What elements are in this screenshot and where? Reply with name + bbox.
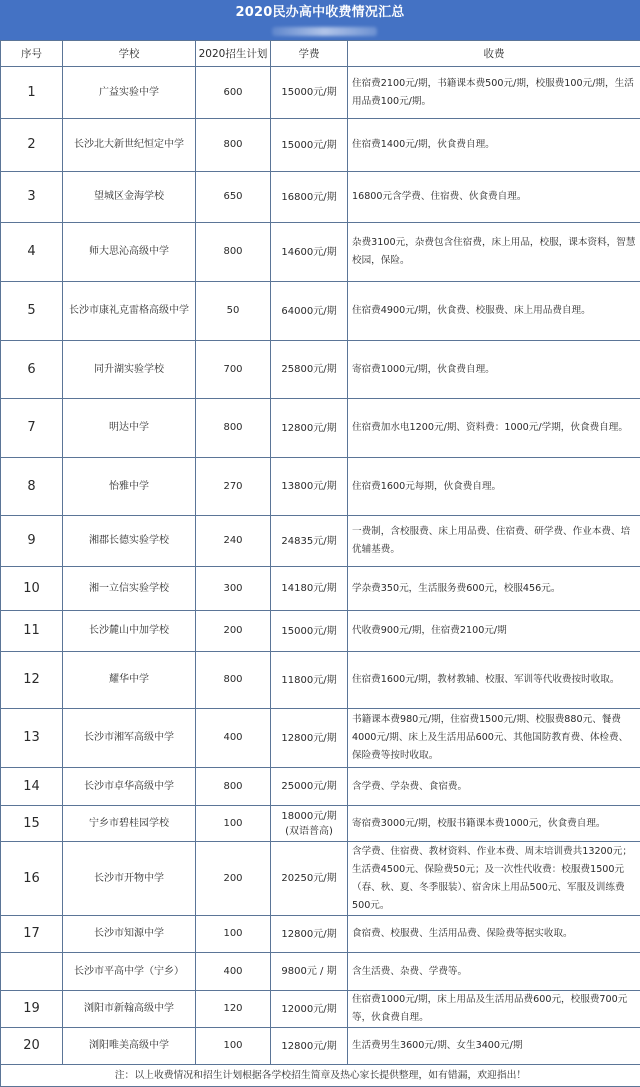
charges-description: 住宿费2100元/期，书籍课本费500元/期，校服费100元/期，生活用品费100元/期。 xyxy=(348,67,640,119)
row-index: 7 xyxy=(1,399,63,458)
charges-description: 书籍课本费980元/期，住宿费1500元/期、校服费880元、餐费4000元/期、床上及生活用品600元、其他国防教育费、体检费、保险费等按时收取。 xyxy=(348,709,640,768)
row-index: 20 xyxy=(1,1028,63,1065)
row-index: 16 xyxy=(1,842,63,916)
charges-description: 食宿费、校服费、生活用品费、保险费等据实收取。 xyxy=(348,916,640,953)
enrollment-plan: 800 xyxy=(196,223,271,282)
tuition-amount: 12800元/期 xyxy=(281,732,337,744)
charges-description: 寄宿费1000元/期，伙食费自理。 xyxy=(348,341,640,399)
title-bar xyxy=(0,0,640,40)
enrollment-plan: 50 xyxy=(196,282,271,341)
school-name: 广益实验中学 xyxy=(63,67,196,119)
tuition xyxy=(271,172,348,223)
row-index: 6 xyxy=(1,341,63,399)
enrollment-plan: 800 xyxy=(196,119,271,172)
charges-description: 住宿费1600元/期，教材教辅、校服、军训等代收费按时收取。 xyxy=(348,652,640,709)
column-header-school: 学校 xyxy=(63,41,196,67)
school-name: 长沙市湘军高级中学 xyxy=(63,709,196,768)
tuition xyxy=(271,119,348,172)
enrollment-plan: 700 xyxy=(196,341,271,399)
tuition xyxy=(271,223,348,282)
tuition xyxy=(271,652,348,709)
row-index: 17 xyxy=(1,916,63,953)
school-name: 耀华中学 xyxy=(63,652,196,709)
row-index: 5 xyxy=(1,282,63,341)
charges-description: 含学费、学杂费、食宿费。 xyxy=(348,768,640,806)
charges-description: 16800元含学费、住宿费、伙食费自理。 xyxy=(348,172,640,223)
tuition-amount: 12800元/期 xyxy=(281,928,337,940)
table-row xyxy=(1,399,640,458)
tuition-amount: 12800元/期 xyxy=(281,1040,337,1052)
table-row xyxy=(1,341,640,399)
tuition xyxy=(271,953,348,991)
tuition-amount: 24835元/期 xyxy=(281,535,337,547)
table-row xyxy=(1,953,640,991)
footnote: 注：以上收费情况和招生计划根据各学校招生简章及热心家长提供整理，如有错漏，欢迎指出！ xyxy=(1,1065,640,1087)
table-row xyxy=(1,611,640,652)
charges-description: 寄宿费3000元/期，校服书籍课本费1000元，伙食费自理。 xyxy=(348,806,640,842)
enrollment-plan: 100 xyxy=(196,806,271,842)
column-header-index: 序号 xyxy=(1,41,63,67)
column-header-enrollment-plan: 2020招生计划 xyxy=(196,41,271,67)
school-name: 长沙北大新世纪恒定中学 xyxy=(63,119,196,172)
charges-description: 代收费900元/期，住宿费2100元/期 xyxy=(348,611,640,652)
enrollment-plan: 240 xyxy=(196,516,271,567)
school-name: 湘一立信实验学校 xyxy=(63,567,196,611)
tuition-amount: 16800元/期 xyxy=(281,191,337,203)
tuition-amount: 15000元/期 xyxy=(281,139,337,151)
column-header-charges: 收费 xyxy=(348,41,640,67)
row-index: 1 xyxy=(1,67,63,119)
tuition-amount: 20250元/期 xyxy=(281,873,337,884)
table-row xyxy=(1,916,640,953)
tuition xyxy=(271,709,348,768)
footnote-row xyxy=(1,1065,640,1087)
tuition-amount: 64000元/期 xyxy=(281,305,337,317)
tuition-amount: 14180元/期 xyxy=(281,583,337,594)
row-index: 13 xyxy=(1,709,63,768)
table-row xyxy=(1,172,640,223)
school-name: 宁乡市碧桂园学校 xyxy=(63,806,196,842)
school-name: 望城区金海学校 xyxy=(63,172,196,223)
table-row xyxy=(1,282,640,341)
tuition xyxy=(271,916,348,953)
tuition xyxy=(271,282,348,341)
enrollment-plan: 800 xyxy=(196,768,271,806)
school-name: 长沙市康礼克雷格高级中学 xyxy=(63,282,196,341)
tuition-amount: 12800元/期 xyxy=(281,422,337,434)
tuition xyxy=(271,458,348,516)
charges-description: 生活费男生3600元/期、女生3400元/期 xyxy=(348,1028,640,1065)
column-header-tuition: 学费 xyxy=(271,41,348,67)
enrollment-plan: 200 xyxy=(196,611,271,652)
enrollment-plan: 100 xyxy=(196,1028,271,1065)
row-index: 8 xyxy=(1,458,63,516)
enrollment-plan: 270 xyxy=(196,458,271,516)
charges-description: 杂费3100元，杂费包含住宿费，床上用品，校服，课本资料，智慧校园，保险。 xyxy=(348,223,640,282)
enrollment-plan: 650 xyxy=(196,172,271,223)
fee-summary-table xyxy=(0,40,640,1087)
enrollment-plan: 100 xyxy=(196,916,271,953)
tuition-amount: 12000元/期 xyxy=(281,1003,337,1015)
charges-description: 一费制，含校服费、床上用品费、住宿费、研学费、作业本费、培优辅基费。 xyxy=(348,516,640,567)
table-header-row xyxy=(1,41,640,67)
table-row xyxy=(1,1028,640,1065)
charges-description: 住宿费加水电1200元/期、资料费：1000元/学期，伙食费自理。 xyxy=(348,399,640,458)
tuition-amount: 15000元/期 xyxy=(281,87,337,98)
tuition-amount: 25800元/期 xyxy=(281,364,337,375)
table-row xyxy=(1,67,640,119)
tuition-amount: 11800元/期 xyxy=(281,674,337,686)
charges-description: 住宿费4900元/期，伙食费、校服费、床上用品费自理。 xyxy=(348,282,640,341)
tuition xyxy=(271,768,348,806)
table-row xyxy=(1,516,640,567)
charges-description: 含学费、住宿费、教材资料、作业本费、周末培训费共13200元；生活费4500元、保险费50元；及一次性代收费：校服费1500元（春、秋、夏、冬季服装）、宿舍床上用品500元、军服及训练费500元。 xyxy=(348,842,640,916)
tuition-amount: 25000元/期 xyxy=(281,781,337,792)
school-name: 长沙市知源中学 xyxy=(63,916,196,953)
table-row xyxy=(1,223,640,282)
school-name: 长沙市开物中学 xyxy=(63,842,196,916)
row-index: 12 xyxy=(1,652,63,709)
table-row xyxy=(1,842,640,916)
enrollment-plan: 400 xyxy=(196,709,271,768)
tuition xyxy=(271,341,348,399)
charges-description: 住宿费1000元/期，床上用品及生活用品费600元，校服费700元等，伙食费自理。 xyxy=(348,991,640,1028)
row-index: 11 xyxy=(1,611,63,652)
tuition xyxy=(271,567,348,611)
school-name: 同升湖实验学校 xyxy=(63,341,196,399)
enrollment-plan: 120 xyxy=(196,991,271,1028)
table-row xyxy=(1,652,640,709)
school-name: 怡雅中学 xyxy=(63,458,196,516)
tuition xyxy=(271,991,348,1028)
school-name: 湘郡长德实验学校 xyxy=(63,516,196,567)
tuition-amount: 13800元/期 xyxy=(281,481,337,492)
table-row xyxy=(1,567,640,611)
tuition xyxy=(271,516,348,567)
enrollment-plan: 600 xyxy=(196,67,271,119)
enrollment-plan: 400 xyxy=(196,953,271,991)
page-title: 2020民办高中收费情况汇总 xyxy=(235,5,405,20)
tuition-amount: 14600元/期 xyxy=(281,246,337,258)
row-index: 19 xyxy=(1,991,63,1028)
row-index: 9 xyxy=(1,516,63,567)
blurred-watermark xyxy=(272,27,377,36)
charges-description: 住宿费1600元每期，伙食费自理。 xyxy=(348,458,640,516)
school-name: 浏阳市新翰高级中学 xyxy=(63,991,196,1028)
tuition xyxy=(271,67,348,119)
tuition xyxy=(271,611,348,652)
school-name: 明达中学 xyxy=(63,399,196,458)
tuition xyxy=(271,1028,348,1065)
school-name: 师大思沁高级中学 xyxy=(63,223,196,282)
tuition-note: (双语普高) xyxy=(285,825,333,837)
table-row xyxy=(1,991,640,1028)
tuition-amount: 9800元 / 期 xyxy=(281,966,337,977)
school-name: 长沙市卓华高级中学 xyxy=(63,768,196,806)
table-row xyxy=(1,806,640,842)
enrollment-plan: 800 xyxy=(196,652,271,709)
enrollment-plan: 300 xyxy=(196,567,271,611)
school-name: 浏阳唯美高级中学 xyxy=(63,1028,196,1065)
row-index: 10 xyxy=(1,567,63,611)
row-index xyxy=(1,953,63,991)
row-index: 2 xyxy=(1,119,63,172)
school-name: 长沙麓山中加学校 xyxy=(63,611,196,652)
tuition xyxy=(271,842,348,916)
row-index: 15 xyxy=(1,806,63,842)
tuition xyxy=(271,806,348,842)
row-index: 3 xyxy=(1,172,63,223)
enrollment-plan: 800 xyxy=(196,399,271,458)
tuition-amount: 15000元/期 xyxy=(281,625,337,637)
table-row xyxy=(1,458,640,516)
table-row xyxy=(1,768,640,806)
table-row xyxy=(1,709,640,768)
school-name: 长沙市平高中学（宁乡） xyxy=(63,953,196,991)
row-index: 14 xyxy=(1,768,63,806)
charges-description: 住宿费1400元/期，伙食费自理。 xyxy=(348,119,640,172)
enrollment-plan: 200 xyxy=(196,842,271,916)
charges-description: 含生活费、杂费、学费等。 xyxy=(348,953,640,991)
row-index: 4 xyxy=(1,223,63,282)
charges-description: 学杂费350元，生活服务费600元，校服456元。 xyxy=(348,567,640,611)
tuition xyxy=(271,399,348,458)
table-row xyxy=(1,119,640,172)
tuition-amount: 18000元/期 xyxy=(281,810,337,822)
